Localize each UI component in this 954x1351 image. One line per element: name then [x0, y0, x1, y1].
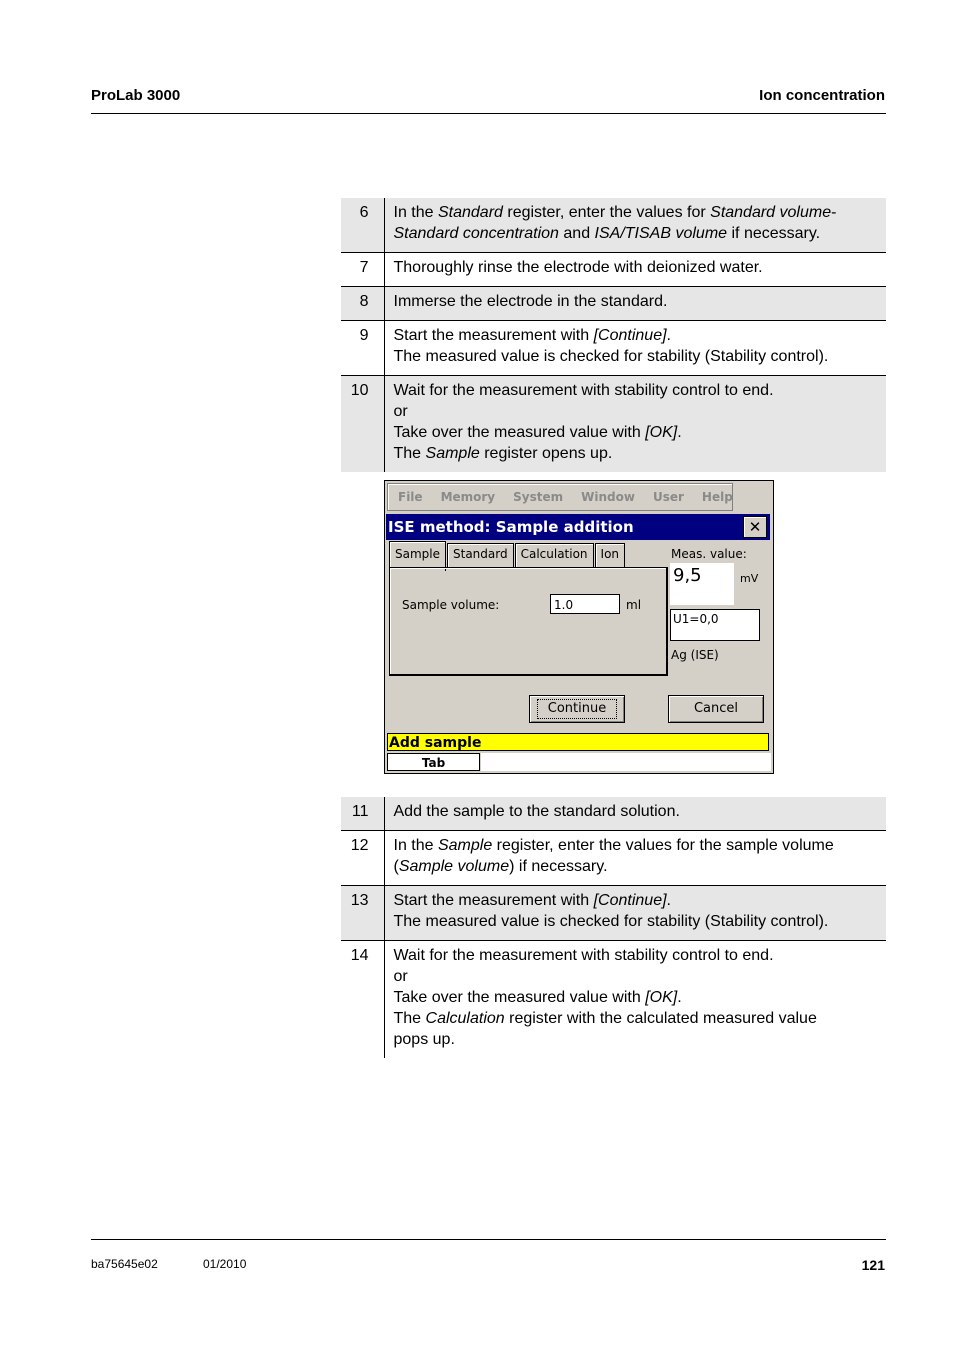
- emphasis-text: Sample volume: [398, 858, 510, 875]
- tab-sample[interactable]: Sample: [389, 541, 446, 571]
- step-number: 10: [341, 376, 384, 473]
- plain-text: In the: [393, 204, 438, 221]
- plain-text: The measured value is checked for stability (Stability control).: [393, 348, 829, 365]
- continue-button[interactable]: [529, 695, 625, 723]
- emphasis-text: [OK]: [645, 989, 678, 1006]
- step-row: [341, 321, 886, 376]
- steps-table-bottom: [341, 797, 886, 1058]
- step-line: [394, 856, 881, 877]
- step-text: [384, 376, 886, 473]
- step-line: [394, 223, 881, 244]
- step-line: [394, 257, 881, 278]
- emphasis-text: Standard: [437, 204, 503, 221]
- plain-text: The: [393, 1010, 426, 1027]
- menu-item-window[interactable]: Window: [581, 490, 635, 504]
- menu-item-system[interactable]: System: [513, 490, 564, 504]
- step-number: 11: [341, 797, 384, 831]
- step-line: [394, 987, 881, 1008]
- plain-text: register with the calculated measured value: [504, 1010, 817, 1027]
- step-row: [341, 376, 886, 473]
- plain-text: Wait for the measurement with stability control to end.: [393, 382, 774, 399]
- step-line: [394, 422, 881, 443]
- step-text: [384, 253, 886, 287]
- plain-text: (: [393, 858, 399, 875]
- step-row: [341, 253, 886, 287]
- step-line: [394, 801, 881, 822]
- footer-rule: [91, 1239, 886, 1240]
- step-row: [341, 287, 886, 321]
- emphasis-text: [Continue]: [593, 892, 667, 909]
- step-text: [384, 886, 886, 941]
- step-row: [341, 886, 886, 941]
- emphasis-text: [Continue]: [593, 327, 667, 344]
- step-number: 12: [341, 831, 384, 886]
- window-title: ISE method: Sample addition: [388, 518, 634, 536]
- header-left: ProLab 3000: [91, 87, 181, 104]
- step-text: [384, 321, 886, 376]
- header-rule: [91, 113, 886, 114]
- step-line: [394, 945, 881, 966]
- cancel-button[interactable]: Cancel: [668, 695, 764, 723]
- step-line: [394, 380, 881, 401]
- emphasis-text: Standard concentration: [393, 225, 559, 242]
- tab-ion[interactable]: Ion: [595, 543, 626, 567]
- plain-text: Wait for the measurement with stability control to end.: [393, 947, 774, 964]
- step-number: 6: [341, 198, 384, 253]
- plain-text: Take over the measured value with: [393, 989, 646, 1006]
- plain-text: if necessary.: [727, 225, 821, 242]
- step-row: [341, 831, 886, 886]
- potential-box: U1=0,0: [670, 609, 760, 641]
- step-line: [394, 325, 881, 346]
- electrode-type: Ag (ISE): [671, 648, 719, 662]
- step-text: [384, 797, 886, 831]
- plain-text: .: [677, 989, 682, 1006]
- step-row: [341, 797, 886, 831]
- step-number: 7: [341, 253, 384, 287]
- sample-volume-input[interactable]: 1.0: [550, 594, 620, 614]
- plain-text: Add the sample to the standard solution.: [393, 803, 680, 820]
- plain-text: register, enter the values for the sample volume: [492, 837, 834, 854]
- tab-calculation[interactable]: Calculation: [515, 543, 594, 567]
- plain-text: or: [393, 968, 408, 985]
- emphasis-text: Sample: [425, 445, 480, 462]
- step-line: [394, 966, 881, 987]
- footer-doc-id: ba75645e02: [91, 1257, 158, 1271]
- menu-item-help[interactable]: Help: [701, 490, 733, 504]
- plain-text: .: [677, 424, 682, 441]
- footer-date: 01/2010: [203, 1257, 247, 1271]
- plain-text: Start the measurement with: [393, 327, 594, 344]
- plain-text: Start the measurement with: [393, 892, 594, 909]
- softkey-strip: [481, 753, 771, 771]
- window-titlebar: [386, 514, 770, 540]
- device-screenshot: [384, 480, 774, 774]
- menu-item-memory[interactable]: Memory: [440, 490, 496, 504]
- step-line: [394, 291, 881, 312]
- step-line: [394, 346, 881, 367]
- meas-value: 9,5: [673, 565, 702, 586]
- step-number: 9: [341, 321, 384, 376]
- step-row: [341, 941, 886, 1059]
- step-text: [384, 941, 886, 1059]
- plain-text: register opens up.: [479, 445, 613, 462]
- tab-strip: [389, 543, 626, 567]
- plain-text: The measured value is checked for stability (Stability control).: [393, 913, 829, 930]
- emphasis-text: ISA/TISAB volume: [594, 225, 728, 242]
- plain-text: Take over the measured value with: [393, 424, 646, 441]
- meas-value-box: [670, 563, 734, 605]
- close-icon[interactable]: ✕: [743, 516, 767, 538]
- status-bar: Add sample: [387, 733, 769, 751]
- sample-volume-unit: ml: [626, 598, 642, 612]
- plain-text: In the: [393, 837, 438, 854]
- plain-text: .: [666, 327, 671, 344]
- step-line: [394, 835, 881, 856]
- plain-text: -: [831, 204, 837, 221]
- menu-item-file[interactable]: File: [398, 490, 423, 504]
- emphasis-text: Standard volume: [710, 204, 832, 221]
- tab-standard[interactable]: Standard: [447, 543, 514, 567]
- emphasis-text: [OK]: [645, 424, 678, 441]
- meas-unit: mV: [740, 572, 759, 585]
- steps-table-top: [341, 198, 886, 472]
- step-line: [394, 911, 881, 932]
- plain-text: or: [393, 403, 408, 420]
- plain-text: register, enter the values for: [502, 204, 711, 221]
- sample-panel: [389, 567, 668, 676]
- step-number: 14: [341, 941, 384, 1059]
- plain-text: Thoroughly rinse the electrode with deionized water.: [393, 259, 763, 276]
- step-row: [341, 198, 886, 253]
- plain-text: ) if necessary.: [509, 858, 608, 875]
- step-line: [394, 401, 881, 422]
- plain-text: .: [666, 892, 671, 909]
- meas-value-label: Meas. value:: [671, 547, 747, 561]
- continue-button-label: Continue: [537, 699, 617, 719]
- step-line: [394, 1008, 881, 1029]
- plain-text: pops up.: [393, 1031, 455, 1048]
- plain-text: Immerse the electrode in the standard.: [393, 293, 668, 310]
- page-number: 121: [861, 1257, 885, 1273]
- step-line: [394, 202, 881, 223]
- step-text: [384, 831, 886, 886]
- emphasis-text: Calculation: [425, 1010, 505, 1027]
- plain-text: The: [393, 445, 426, 462]
- step-number: 13: [341, 886, 384, 941]
- sample-volume-label: Sample volume:: [402, 598, 500, 612]
- header-right: Ion concentration: [759, 87, 885, 104]
- step-line: [394, 1029, 881, 1050]
- step-line: [394, 443, 881, 464]
- emphasis-text: Sample: [437, 837, 493, 854]
- plain-text: and: [558, 225, 595, 242]
- step-line: [394, 890, 881, 911]
- menu-item-user[interactable]: User: [652, 490, 684, 504]
- menu-bar: [387, 483, 733, 511]
- step-text: [384, 287, 886, 321]
- tab-softkey[interactable]: Tab: [387, 753, 480, 771]
- step-text: [384, 198, 886, 253]
- step-number: 8: [341, 287, 384, 321]
